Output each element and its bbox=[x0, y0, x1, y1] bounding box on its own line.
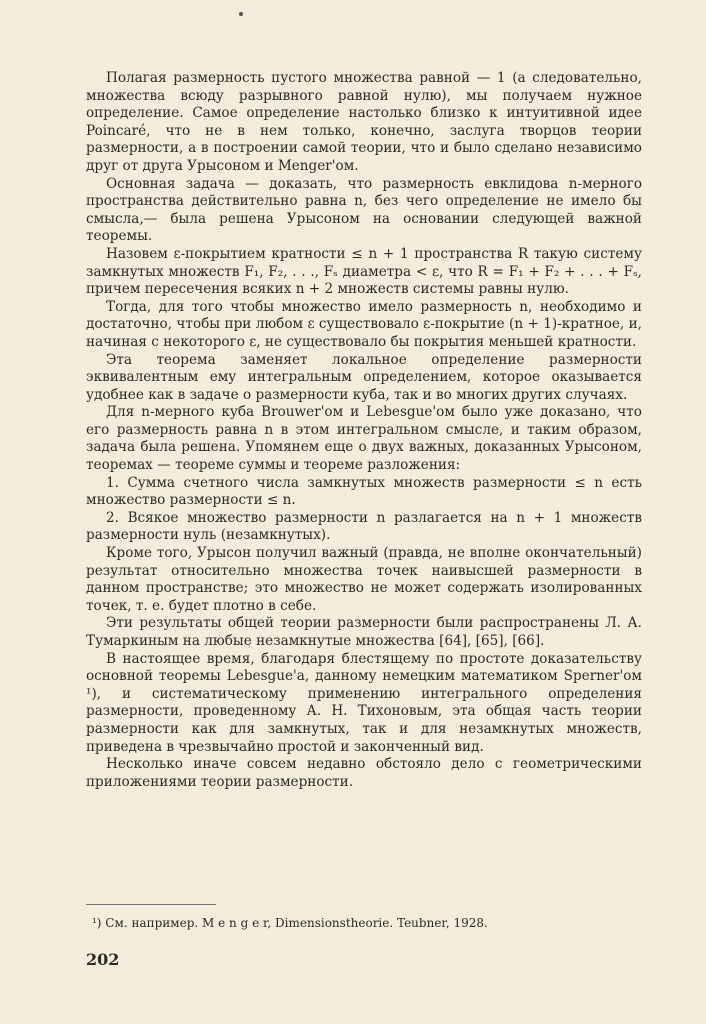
paragraph: Кроме того, Урысон получил важный (правда, не вполне окончательный) результат относительно множества точек наивысшей размерности в данном пространстве; это множество не может содержать изолированных точек, т. е. будет плотно в себе. bbox=[86, 545, 642, 614]
paragraph: Эта теорема заменяет локальное определение размерности эквивалентным ему интегральным определением, которое оказывается удобнее как в задаче о размерности куба, так и во многих других случаях. bbox=[86, 351, 642, 403]
paragraph: Для n-мерного куба Brouwer'ом и Lebesgue'ом было уже доказано, что его размерность равна n в этом интегральном смысле, и таким образом, задача была решена. Упомянем еще о двух важных, доказанных Урысоном, теоремах — теореме суммы и теореме разложения: bbox=[86, 404, 642, 474]
paragraph: Основная задача — доказать, что размерность евклидова n-мерного пространства действительно равна n, без чего определение не имело бы смысла,— была решена Урысоном на основании следующей важной теоремы. bbox=[86, 175, 642, 245]
paragraph: Эти результаты общей теории размерности были распространены Л. А. Тумаркиным на любые незамкнутые множества [64], [65], [66]. bbox=[86, 615, 642, 649]
paragraph: 1. Сумма счетного числа замкнутых множеств размерности ≤ n есть множество размерности ≤ n. bbox=[86, 474, 642, 509]
body-text bbox=[86, 70, 642, 791]
paragraph: В настоящее время, благодаря блестящему по простоте доказательству основной теоремы Lebesgue'а, данному немецким математиком Sperner'ом ¹), и систематическому применению интегрального определения размерности, проведенному А. Н. Тихоновым, эта общая часть теории размерности как для замкнутых, так и для незамкнутых множеств, приведена в чрезвычайно простой и законченный вид. bbox=[86, 650, 642, 755]
paragraph: Назовем ε-покрытием кратности ≤ n + 1 пространства R такую систему замкнутых множеств F₁, F₂, . . ., Fₛ диаметра < ε, что R = F₁ + F₂ + . . . + Fₛ, причем пересечения всяких n + 2 множеств системы равны нулю. bbox=[86, 245, 642, 298]
footnote-rule bbox=[86, 904, 216, 905]
paragraph: Тогда, для того чтобы множество имело размерность n, необходимо и достаточно, чтобы при любом ε существовало ε-покрытие (n + 1)-кратное, и, начиная с некоторого ε, не существовало бы покрытия меньшей кратности. bbox=[86, 298, 642, 350]
page-speck bbox=[239, 12, 243, 16]
page-number: 202 bbox=[86, 950, 120, 969]
paragraph: 2. Всякое множество размерности n разлагается на n + 1 множеств размерности нуль (незамкнутых). bbox=[86, 509, 642, 544]
paragraph: Несколько иначе совсем недавно обстояло дело с геометрическими приложениями теории размерности. bbox=[86, 756, 642, 790]
footnote: ¹) См. например. M e n g e r, Dimensionstheorie. Teubner, 1928. bbox=[92, 916, 488, 930]
paragraph: Полагая размерность пустого множества равной — 1 (а следовательно, множества всюду разрывного равной нулю), мы получаем нужное определение. Самое определение настолько близко к интуитивной идее Poincaré, что не в нем только, конечно, заслуга творцов теории размерности, а в построении самой теории, что и было сделано независимо друг от друга Урысоном и Menger'ом. bbox=[86, 70, 642, 174]
